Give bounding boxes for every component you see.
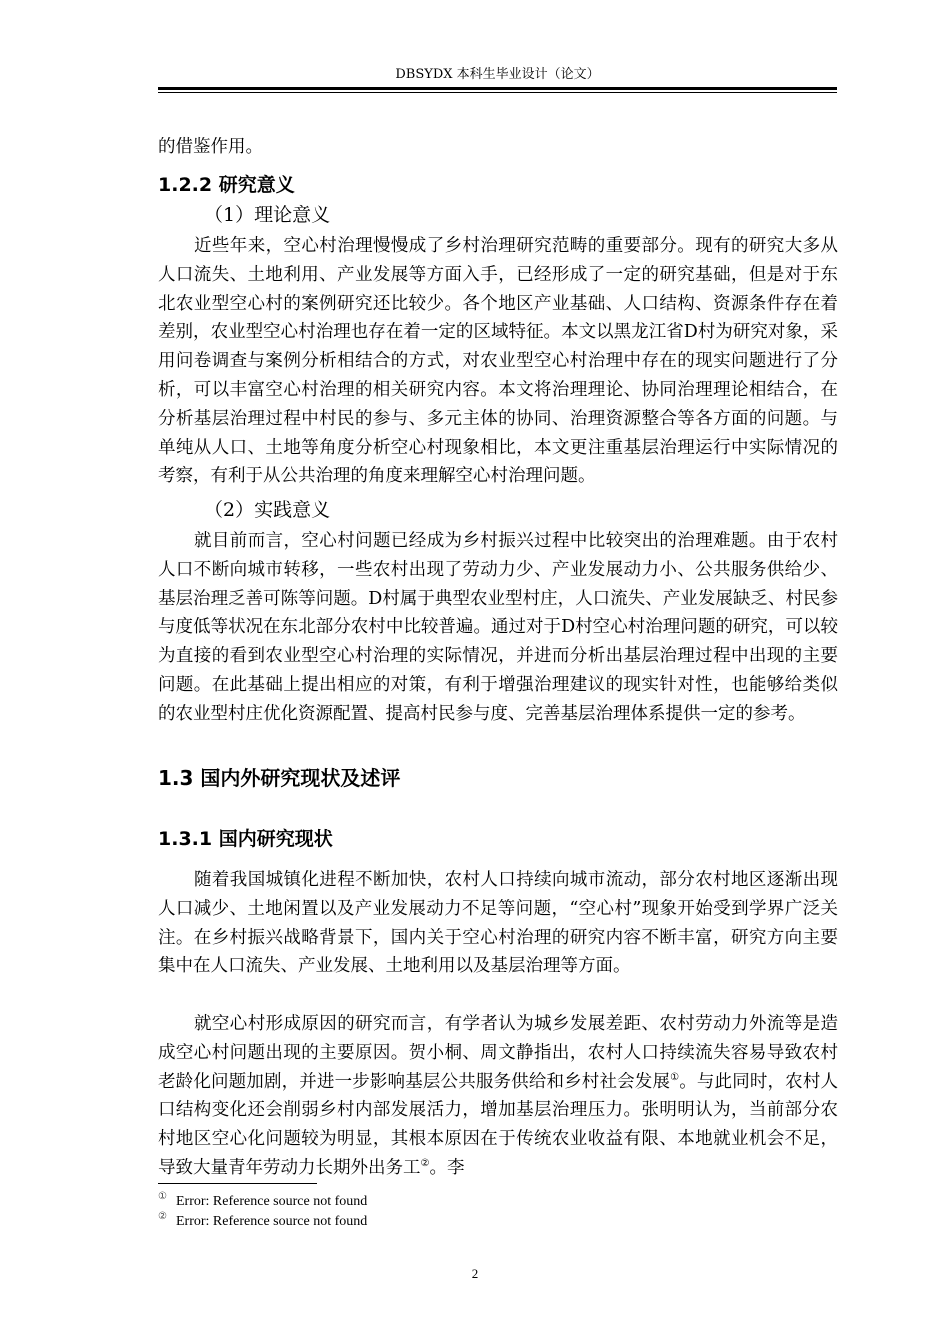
footnote-2: ② Error: Reference source not found [158, 1211, 368, 1229]
paragraph-domestic-2-part-b: 。与此同时，农村人口结构变化还会削弱乡村内部发展活力，增加基层治理压力。张明明认为，当前部分农村地区空心化问题较为明显，其根本原因在于传统农业收益有限、本地就业机会不足，导致大量青年劳动力长期外出务工 [158, 1071, 839, 1178]
paragraph-domestic-1: 随着我国城镇化进程不断加快，农村人口持续向城市流动，部分农村地区逐渐出现人口减少、土地闲置以及产业发展动力不足等问题，“空心村”现象开始受到学界广泛关注。在乡村振兴战略背景下，国内关于空心村治理的研究内容不断丰富，研究方向主要集中在人口流失、产业发展、土地利用以及基层治理等方面。 [158, 870, 838, 977]
continuation-text: 的借鉴作用。 [158, 137, 263, 157]
paragraph-domestic-2-part-a: 就空心村形成原因的研究而言，有学者认为城乡发展差距、农村劳动力外流等是造成空心村问题出现的主要原因。贺小桐、周文静指出，农村人口持续流失容易导致农村老龄化问题加剧，并进一步影响基层公共服务供给和乡村社会发展 [158, 1014, 838, 1092]
subheading-practice: （2）实践意义 [204, 499, 331, 521]
paragraph-domestic-2 [158, 1010, 838, 1183]
heading-1-3-1: 1.3.1 国内研究现状 [158, 828, 333, 850]
footnote-separator [158, 1183, 317, 1184]
header-rule-thick [158, 87, 837, 90]
footnote-2-text: Error: Reference source not found [176, 1214, 368, 1229]
running-header: DBSYDX 本科生毕业设计（论文） [395, 67, 600, 82]
footnote-ref-1[interactable]: ① [670, 1071, 680, 1083]
heading-1-3: 1.3 国内外研究现状及述评 [158, 766, 401, 790]
paragraph-theory: 近些年来，空心村治理慢慢成了乡村治理研究范畴的重要部分。现有的研究大多从人口流失、土地利用、产业发展等方面入手，已经形成了一定的研究基础，但是对于东北农业型空心村的案例研究还比较少。各个地区产业基础、人口结构、资源条件存在着差别，农业型空心村治理也存在着一定的区域特征。本文以黑龙江省D村为研究对象，采用问卷调查与案例分析相结合的方式，对农业型空心村治理中存在的现实问题进行了分析，可以丰富空心村治理的相关研究内容。本文将治理理论、协同治理理论相结合，在分析基层治理过程中村民的参与、多元主体的协同、治理资源整合等各方面的问题。与单纯从人口、土地等角度分析空心村现象相比，本文更注重基层治理运行中实际情况的考察，有利于从公共治理的角度来理解空心村治理问题。 [158, 236, 838, 487]
footnote-ref-2[interactable]: ② [420, 1158, 430, 1170]
footnote-1: ① Error: Reference source not found [158, 1191, 368, 1209]
paragraph-domestic-2-part-c: 。李 [429, 1157, 465, 1178]
footnote-1-text: Error: Reference source not found [176, 1194, 368, 1209]
page-number: 2 [471, 1266, 479, 1281]
heading-1-2-2: 1.2.2 研究意义 [158, 174, 295, 196]
header-rule-thin [158, 92, 837, 93]
paragraph-practice: 就目前而言，空心村问题已经成为乡村振兴过程中比较突出的治理难题。由于农村人口不断向城市转移，一些农村出现了劳动力少、产业发展动力小、公共服务供给少、基层治理乏善可陈等问题。D村属于典型农业型村庄，人口流失、产业发展缺乏、村民参与度低等状况在东北部分农村中比较普遍。通过对于D村空心村治理问题的研究，可以较为直接的看到农业型空心村治理的实际情况，并进而分析出基层治理过程中出现的主要问题。在此基础上提出相应的对策，有利于增强治理建议的现实针对性，也能够给类似的农业型村庄优化资源配置、提高村民参与度、完善基层治理体系提供一定的参考。 [158, 531, 838, 724]
subheading-theory: （1）理论意义 [204, 204, 331, 226]
